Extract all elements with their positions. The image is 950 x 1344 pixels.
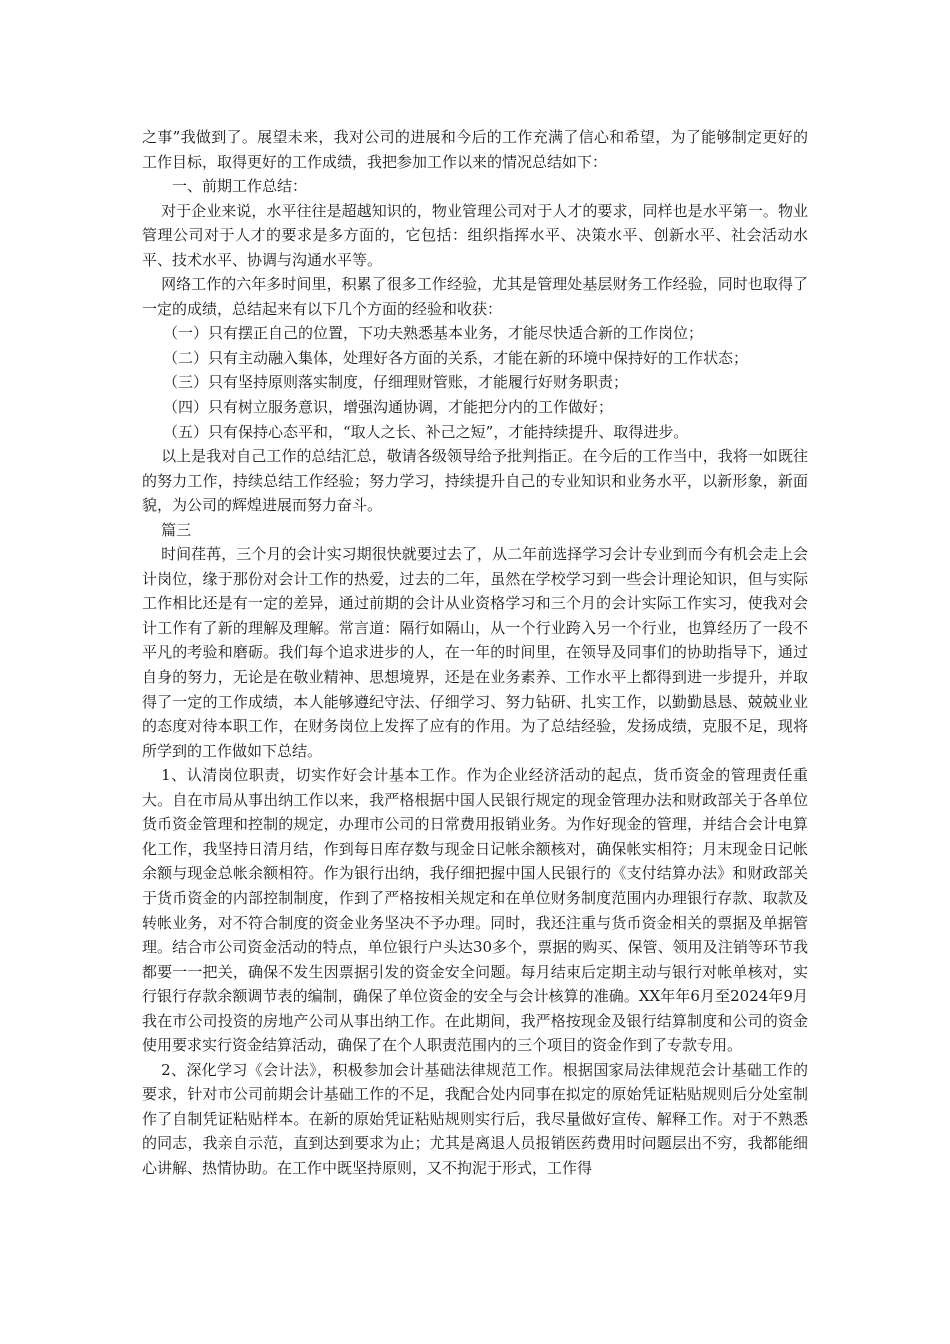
- paragraph-internship-overview: 时间荏苒，三个月的会计实习期很快就要过去了，从二年前选择学习会计专业到而今有机会走上会计岗位，缘于那份对会计工作的热爱，过去的二年，虽然在学校学习到一些会计理论知识，但与实际工作相比还是有一定的差异，通过前期的会计从业资格学习和三个月的会计实际工作实习，使我对会计工作有了新的理解及理解。常言道：隔行如隔山，从一个行业跨入另一个行业，也算经历了一段不平凡的考验和磨砺。我们每个追求进步的人，在一年的时间里，在领导及同事们的协助指导下，通过自身的努力，无论是在敬业精神、思想境界，还是在业务素养、工作水平上都得到进一步提升，并取得了一定的工作成绩，本人能够遵纪守法、仔细学习、努力钻研、扎实工作，以勤勤恳恳、兢兢业业的态度对待本职工作，在财务岗位上发挥了应有的作用。为了总结经验，发扬成绩，克服不足，现将所学到的工作做如下总结。: [142, 545, 808, 760]
- list-item-3: （三）只有坚持原则落实制度，仔细理财管账，才能履行好财务职责；: [163, 373, 629, 392]
- list-item-5: （五）只有保持心态平和，“取人之长、补己之短”，才能持续提升、取得进步。: [163, 422, 689, 441]
- paragraph-conclusion: 以上是我对自己工作的总结汇总，敬请各级领导给予批判指正。在今后的工作当中，我将一如既往的努力工作，持续总结工作经验；努力学习，持续提升自己的专业知识和业务水平，以新形象，新面貌，为公司的辉煌进展而努力奋斗。: [142, 447, 808, 515]
- list-item-1: （一）只有摆正自己的位置，下功夫熟悉基本业务，才能尽快适合新的工作岗位；: [163, 324, 704, 343]
- paragraph-intro-continuation: 之事”我做到了。展望未来，我对公司的进展和今后的工作充满了信心和希望，为了能够制定更好的工作目标，取得更好的工作成绩，我把参加工作以来的情况总结如下：: [142, 128, 808, 171]
- paragraph-point-2-accounting-law: 2、深化学习《会计法》，积极参加会计基础法律规范工作。根据国家局法律规范会计基础工作的要求，针对市公司前期会计基础工作的不足，我配合处内同事在拟定的原始凭证粘贴规则后分处室制作了自制凭证粘贴样本。在新的原始凭证粘贴规则实行后，我尽量做好宣传、解释工作。对于不熟悉的同志，我亲自示范，直到达到要求为止；尤其是离退人员报销医药费用时问题层出不穷，我都能细心讲解、热情协助。在工作中既坚持原则，又不拘泥于形式，工作得: [142, 1060, 808, 1177]
- document-page: [142, 125, 808, 1181]
- list-item-2: （二）只有主动融入集体，处理好各方面的关系，才能在新的环境中保持好的工作状态；: [163, 348, 749, 367]
- paragraph-ability-requirements: 对于企业来说，水平往往是超越知识的，物业管理公司对于人才的要求，同样也是水平第一。物业管理公司对于人才的要求是多方面的，它包括：组织指挥水平、决策水平、创新水平、社会活动水平、技术水平、协调与沟通水平等。: [142, 201, 808, 269]
- paragraph-six-years-experience: 网络工作的六年多时间里，积累了很多工作经验，尤其是管理处基层财务工作经验，同时也取得了一定的成绩，总结起来有以下几个方面的经验和收获：: [142, 275, 808, 318]
- section-heading-previous-work-summary: 一、前期工作总结：: [172, 177, 308, 196]
- section-title-part-three: 篇三: [161, 520, 192, 539]
- list-item-4: （四）只有树立服务意识，增强沟通协调，才能把分内的工作做好；: [163, 398, 614, 417]
- paragraph-point-1-job-duties: 1、认清岗位职责，切实作好会计基本工作。作为企业经济活动的起点，货币资金的管理责任重大。自在市局从事出纳工作以来，我严格根据中国人民银行规定的现金管理办法和财政部关于各单位货币资金管理和控制的规定，办理市公司的日常费用报销业务。为作好现金的管理，并结合会计电算化工作，我坚持日清月结，作到每日库存数与现金日记帐余额核对，确保帐实相符；月末现金日记帐余额与现金总帐余额相符。作为银行出纳，我仔细把握中国人民银行的《支付结算办法》和财政部关于货币资金的内部控制制度，作到了严格按相关规定和在单位财务制度范围内办理银行存款、取款及转帐业务，对不符合制度的资金业务坚决不予办理。同时，我还注重与货币资金相关的票据及单据管理。结合市公司资金活动的特点，单位银行户头达30多个，票据的购买、保管、领用及注销等环节我都要一一把关，确保不发生因票据引发的资金安全问题。每月结束后定期主动与银行对帐单核对，实行银行存款余额调节表的编制，确保了单位资金的安全与会计核算的准确。XX年年6月至2024年9月我在市公司投资的房地产公司从事出纳工作。在此期间，我严格按现金及银行结算制度和公司的资金使用要求实行资金结算活动，确保了在个人职责范围内的三个项目的资金作到了专款专用。: [142, 766, 808, 1055]
